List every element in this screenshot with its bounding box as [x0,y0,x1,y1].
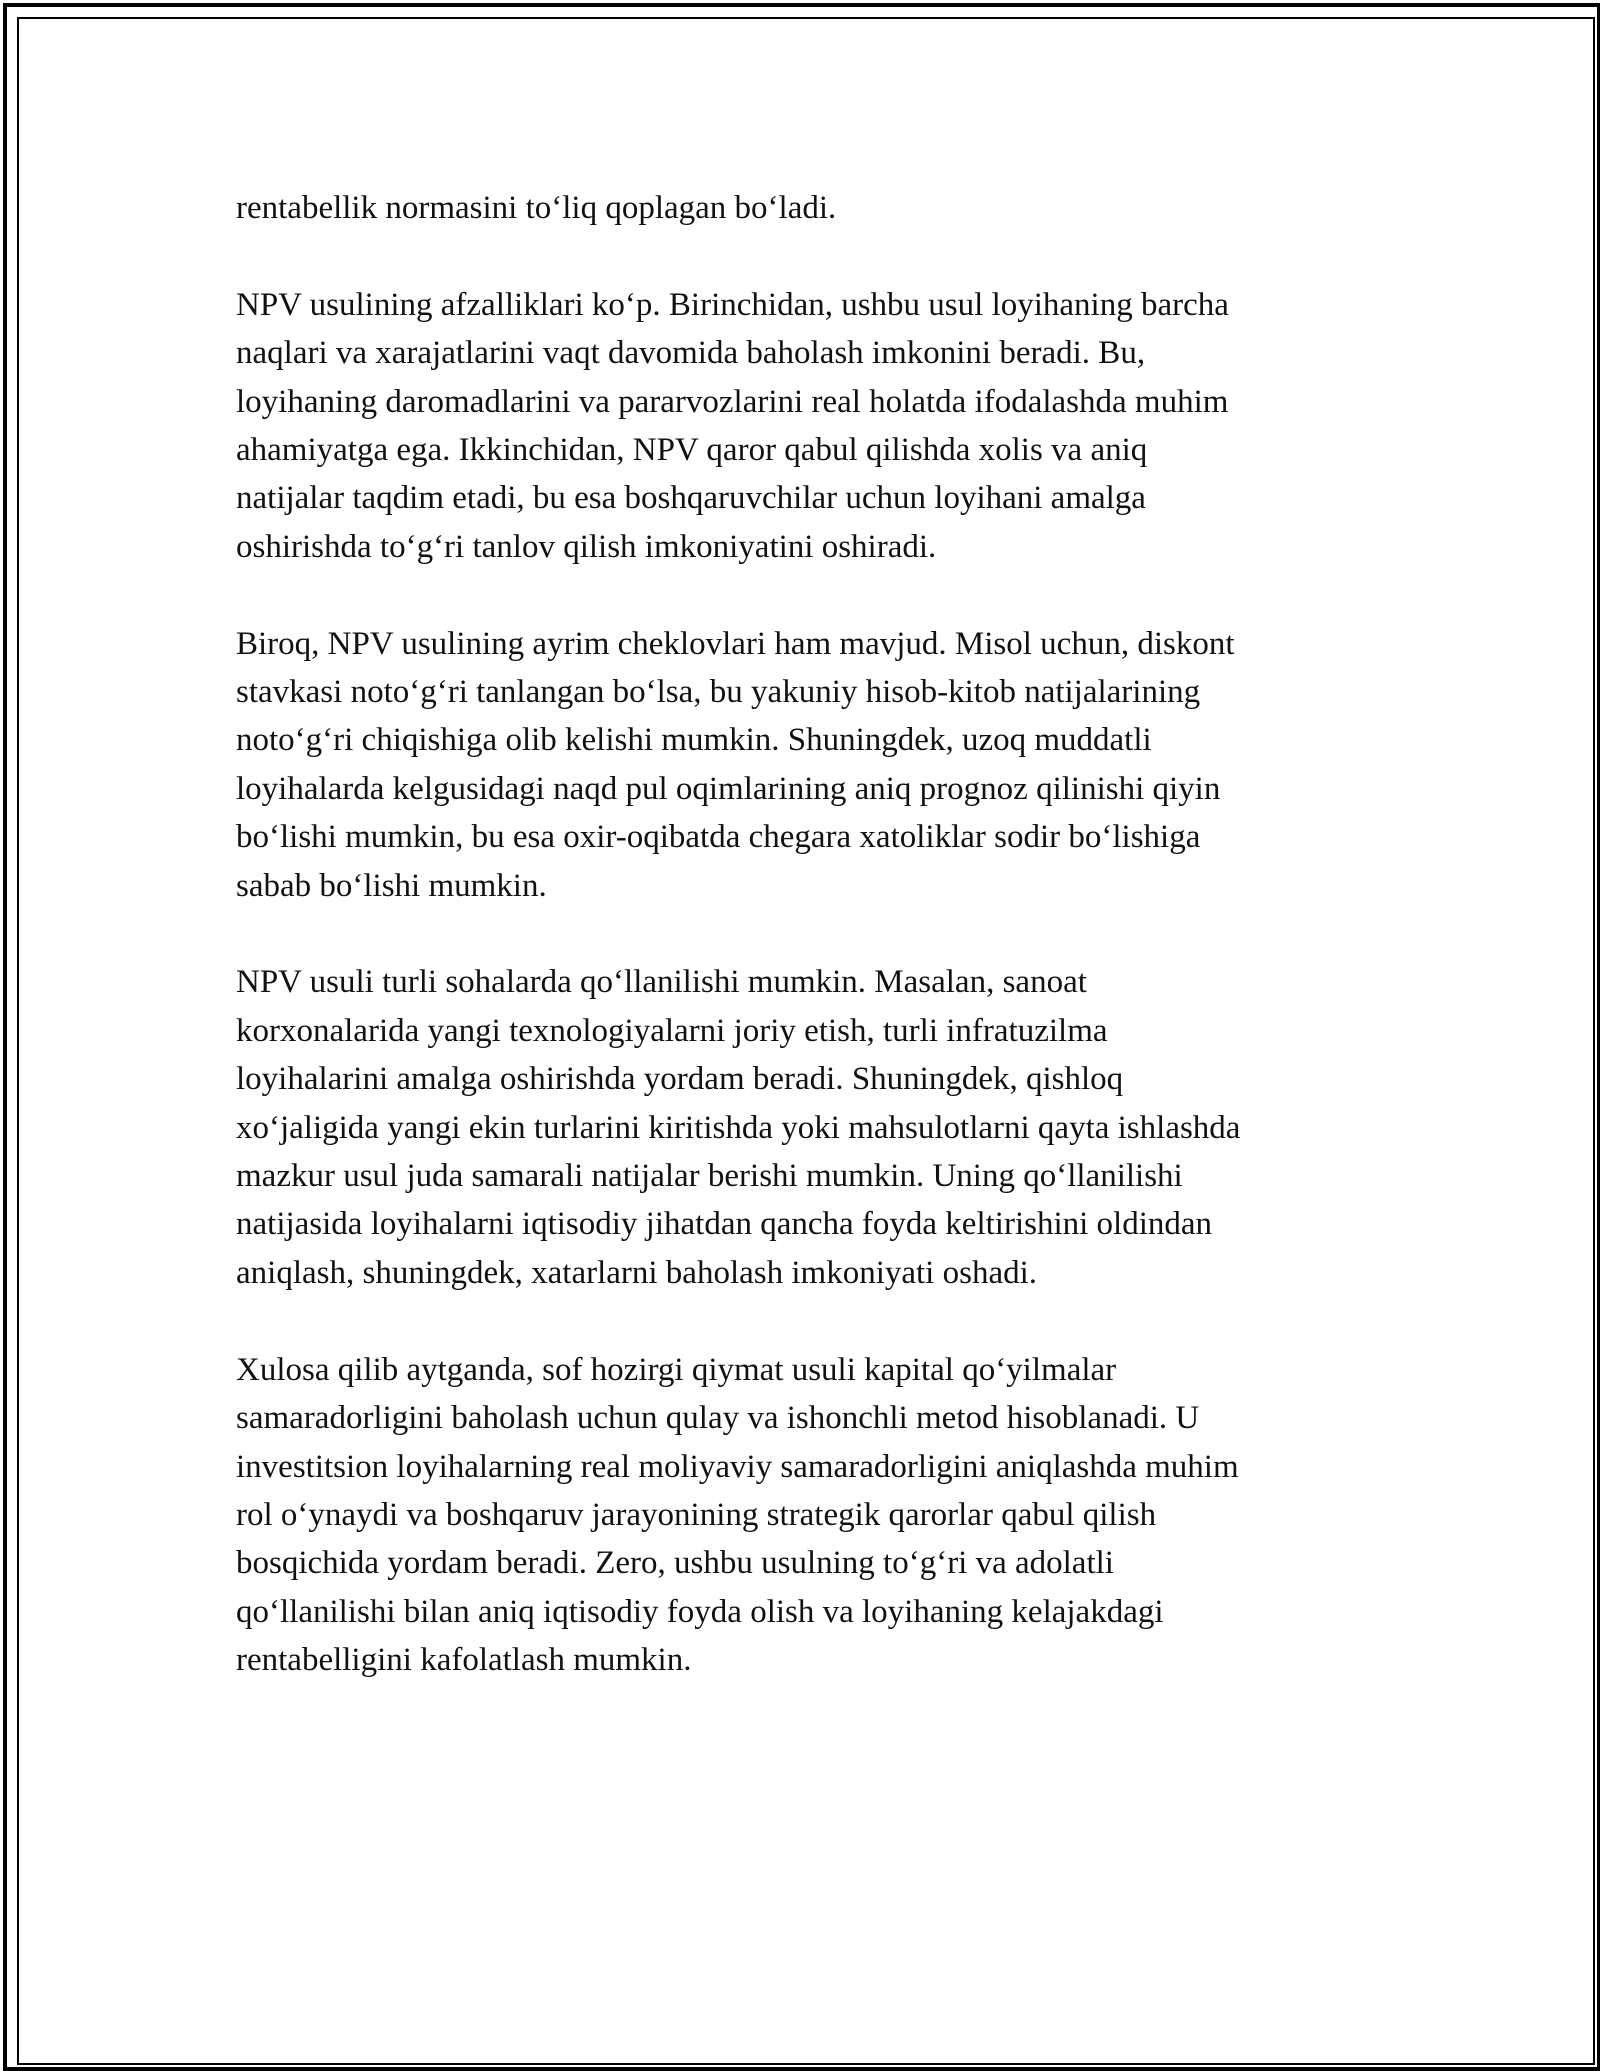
paragraph-5: Xulosa qilib aytganda, sof hozirgi qiymat usuli kapital qo‘yilmalar samaradorligini baholash uchun qulay va ishonchli metod hisoblanadi. U investitsion loyihalarning real moliyaviy samaradorligini aniqlashda muhim rol o‘ynaydi va boshqaruv jarayonining strategik qarorlar qabul qilish bosqichida yordam beradi. Zero, ushbu usulning to‘g‘ri va adolatli qo‘llanilishi bilan aniq iqtisodiy foyda olish va loyihaning kelajakdagi rentabelligini kafolatlash mumkin. [236,1351,1239,1679]
paragraph-1: rentabellik normasini to‘liq qoplagan bo‘ladi. [236,190,837,226]
paragraph-2: NPV usulining afzalliklari ko‘p. Birinchidan, ushbu usul loyihaning barcha naqlari va xarajatlarini vaqt davomida baholash imkonini beradi. Bu, loyihaning daromadlarini va pararvozlarini real holatda ifodalashda muhim ahamiyatga ega. Ikkinchidan, NPV qaror qabul qilishda xolis va aniq natijalar taqdim etadi, bu esa boshqaruvchilar uchun loyihani amalga oshirishda to‘g‘ri tanlov qilish imkoniyatini oshiradi. [236,286,1229,565]
paragraph-4: NPV usuli turli sohalarda qo‘llanilishi mumkin. Masalan, sanoat korxonalarida yangi texnologiyalarni joriy etish, turli infratuzilma loyihalarini amalga oshirishda yordam beradi. Shuningdek, qishloq xo‘jaligida yangi ekin turlarini kiritishda yoki mahsulotlarni qayta ishlashda mazkur usul juda samarali natijalar berishi mumkin. Uning qo‘llanilishi natijasida loyihalarni iqtisodiy jihatdan qancha foyda keltirishini oldindan aniqlash, shuningdek, xatarlarni baholash imkoniyati oshadi. [236,964,1241,1291]
paragraph-3: Biroq, NPV usulining ayrim cheklovlari ham mavjud. Misol uchun, diskont stavkasi noto‘g‘ri tanlangan bo‘lsa, bu yakuniy hisob-kitob natijalarining noto‘g‘ri chiqishiga olib kelishi mumkin. Shuningdek, uzoq muddatli loyihalarda kelgusidagi naqd pul oqimlarining aniq prognoz qilinishi qiyin bo‘lishi mumkin, bu esa oxir-oqibatda chegara xatoliklar sodir bo‘lishiga sabab bo‘lishi mumkin. [236,625,1235,904]
document-body [236,184,1376,1733]
